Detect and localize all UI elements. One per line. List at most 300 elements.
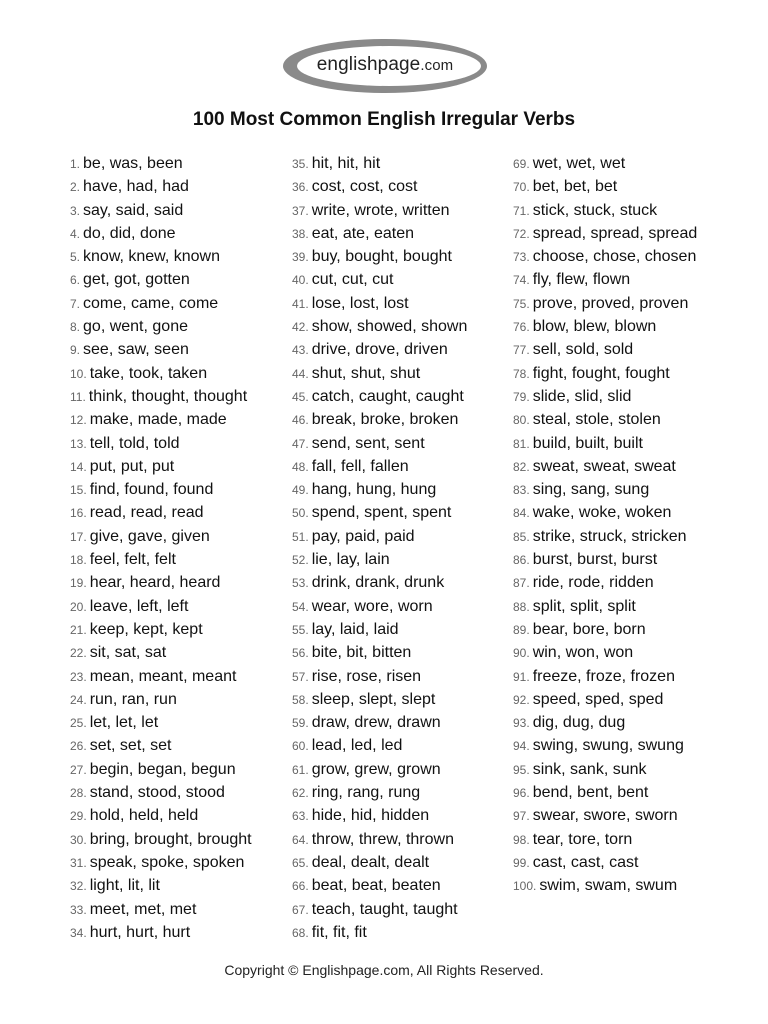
verb-forms: lie, lay, lain (311, 551, 390, 569)
verb-number: 16. (70, 506, 87, 521)
verb-list-item (513, 688, 697, 711)
verb-forms: swing, swung, swung (532, 737, 684, 755)
verb-list-item (513, 804, 697, 827)
logo-brand-text: englishpage (316, 54, 421, 75)
verb-number: 72. (513, 226, 530, 241)
verb-number: 12. (70, 413, 87, 428)
verb-number: 59. (292, 716, 309, 731)
verb-list-item (70, 921, 252, 944)
verb-forms: stand, stood, stood (89, 784, 225, 802)
verb-list-item (513, 268, 697, 291)
verb-list-item (70, 478, 252, 501)
verb-list-item (70, 665, 252, 688)
verb-number: 73. (513, 250, 530, 265)
verb-forms: come, came, come (83, 294, 219, 312)
verb-list-item (513, 758, 697, 781)
verb-forms: put, put, put (89, 457, 175, 475)
verb-forms: dig, dug, dug (532, 714, 626, 732)
verb-forms: sit, sat, sat (89, 644, 167, 662)
verb-forms: blow, blew, blown (532, 318, 657, 336)
verb-forms: be, was, been (83, 155, 183, 172)
verb-number: 17. (70, 529, 87, 544)
verb-list-item (70, 828, 252, 851)
verb-list-item (513, 781, 697, 804)
verb-forms: fall, fell, fallen (311, 457, 409, 475)
verb-forms: deal, dealt, dealt (311, 853, 430, 871)
verb-number: 23. (70, 669, 87, 684)
verb-number: 28. (70, 786, 87, 801)
verb-number: 30. (70, 832, 87, 847)
verb-number: 86. (513, 553, 530, 568)
verb-list-item (70, 525, 252, 548)
verb-number: 75. (513, 296, 530, 311)
verb-number: 62. (292, 786, 309, 801)
verb-list-item (70, 455, 252, 478)
verb-forms: begin, began, begun (89, 760, 236, 778)
verb-forms: get, got, gotten (83, 271, 190, 289)
verb-forms: show, showed, shown (311, 318, 468, 336)
verb-forms: bring, brought, brought (89, 830, 252, 848)
verb-number: 41. (292, 296, 309, 311)
verb-forms: buy, bought, bought (311, 248, 452, 266)
verb-forms: take, took, taken (89, 364, 208, 382)
verb-list-item (292, 338, 467, 361)
verb-number: 2. (70, 180, 81, 195)
verb-forms: say, said, said (83, 201, 184, 219)
verb-number: 78. (513, 366, 530, 381)
verb-list-item (292, 688, 467, 711)
logo-tld-text: .com (420, 57, 454, 74)
verb-number: 66. (292, 879, 309, 894)
verb-list-item (513, 711, 697, 734)
verb-number: 94. (513, 739, 530, 754)
verb-number: 77. (513, 343, 530, 358)
verb-list-item (292, 665, 467, 688)
verb-number: 43. (292, 343, 309, 358)
verb-list-item (70, 548, 252, 571)
verb-number: 44. (292, 366, 309, 381)
verb-number: 50. (292, 506, 309, 521)
verb-number: 95. (513, 762, 530, 777)
verb-list-item (70, 874, 252, 897)
verb-list-item (292, 408, 467, 431)
verb-column-3 (513, 152, 697, 898)
verb-number: 33. (70, 902, 87, 917)
verb-list-item (70, 152, 252, 175)
verb-number: 5. (70, 250, 81, 265)
verb-forms: have, had, had (83, 178, 189, 196)
verb-number: 65. (292, 855, 309, 870)
verb-list-item (513, 455, 697, 478)
verb-number: 93. (513, 716, 530, 731)
verb-list-item (292, 734, 467, 757)
verb-list-item (70, 618, 252, 641)
verb-number: 40. (292, 273, 309, 288)
verb-forms: grow, grew, grown (311, 760, 441, 778)
verb-list-item (292, 501, 467, 524)
verb-forms: swim, swam, swum (539, 877, 678, 895)
verb-number: 32. (70, 879, 87, 894)
verb-forms: catch, caught, caught (311, 387, 464, 405)
verb-forms: cost, cost, cost (311, 178, 418, 196)
verb-list-item (292, 781, 467, 804)
verb-list-item (292, 921, 467, 944)
verb-forms: sweat, sweat, sweat (532, 457, 676, 475)
verb-list-item (70, 595, 252, 618)
verb-number: 97. (513, 809, 530, 824)
verb-forms: ring, rang, rung (311, 784, 421, 802)
verb-list-item (292, 874, 467, 897)
verb-column-1 (70, 152, 252, 944)
verb-forms: cut, cut, cut (311, 271, 394, 289)
verb-list-item (292, 315, 467, 338)
verb-list-item (513, 595, 697, 618)
verb-list-item (292, 758, 467, 781)
verb-list-item (513, 478, 697, 501)
verb-list-item (513, 548, 697, 571)
verb-number: 74. (513, 273, 530, 288)
verb-number: 14. (70, 459, 87, 474)
verb-number: 57. (292, 669, 309, 684)
verb-list-item (292, 268, 467, 291)
verb-list-item (513, 874, 697, 897)
verb-number: 91. (513, 669, 530, 684)
verb-list-item (513, 362, 697, 385)
verb-number: 70. (513, 180, 530, 195)
verb-number: 31. (70, 855, 87, 870)
copyright-notice: Copyright © Englishpage.com, All Rights Reserved. (224, 962, 544, 978)
verb-list-item (513, 641, 697, 664)
verb-forms: stick, stuck, stuck (532, 201, 658, 219)
verb-number: 82. (513, 459, 530, 474)
verb-forms: write, wrote, written (311, 201, 450, 219)
verb-list-item (70, 175, 252, 198)
verb-number: 49. (292, 483, 309, 498)
verb-list-item (292, 455, 467, 478)
verb-list-item (292, 432, 467, 455)
verb-forms: tell, told, told (89, 434, 180, 452)
verb-forms: sink, sank, sunk (532, 760, 647, 778)
verb-list-item (513, 315, 697, 338)
verb-list-item (513, 851, 697, 874)
verb-number: 54. (292, 599, 309, 614)
verb-forms: beat, beat, beaten (311, 877, 441, 895)
verb-forms: think, thought, thought (88, 387, 248, 405)
verb-forms: light, lit, lit (89, 877, 160, 895)
verb-forms: keep, kept, kept (89, 620, 203, 638)
verb-forms: fit, fit, fit (311, 923, 367, 941)
verb-forms: bite, bit, bitten (311, 644, 412, 662)
verb-list-item (513, 525, 697, 548)
verb-list-item (513, 199, 697, 222)
verb-number: 36. (292, 180, 309, 195)
verb-forms: freeze, froze, frozen (532, 667, 675, 685)
verb-list-item (292, 245, 467, 268)
verb-forms: burst, burst, burst (532, 551, 658, 569)
verb-column-2 (292, 152, 467, 944)
verb-forms: hurt, hurt, hurt (89, 923, 191, 941)
verb-forms: hold, held, held (89, 807, 199, 825)
verb-forms: tear, tore, torn (532, 830, 633, 848)
verb-list-item (292, 292, 467, 315)
verb-number: 85. (513, 529, 530, 544)
verb-list-item (292, 595, 467, 618)
verb-forms: teach, taught, taught (311, 900, 458, 918)
verb-number: 88. (513, 599, 530, 614)
verb-number: 98. (513, 832, 530, 847)
verb-list-item (70, 501, 252, 524)
verb-number: 81. (513, 436, 530, 451)
verb-forms: wake, woke, woken (532, 504, 672, 522)
verb-forms: spend, spent, spent (311, 504, 452, 522)
verb-number: 9. (70, 343, 81, 358)
verb-list-item (513, 665, 697, 688)
verb-forms: set, set, set (89, 737, 172, 755)
verb-forms: make, made, made (89, 411, 227, 429)
verb-number: 83. (513, 483, 530, 498)
verb-forms: split, split, split (532, 597, 636, 615)
verb-forms: strike, struck, stricken (532, 527, 687, 545)
verb-number: 1. (70, 157, 81, 171)
verb-number: 48. (292, 459, 309, 474)
verb-list-item (70, 734, 252, 757)
englishpage-logo (282, 38, 488, 94)
verb-number: 58. (292, 692, 309, 707)
verb-number: 89. (513, 622, 530, 637)
verb-number: 71. (513, 203, 530, 218)
verb-number: 46. (292, 413, 309, 428)
verb-number: 90. (513, 646, 530, 661)
verb-list-item (513, 292, 697, 315)
verb-forms: choose, chose, chosen (532, 248, 697, 266)
verb-forms: lose, lost, lost (311, 294, 409, 312)
verb-list-item (513, 828, 697, 851)
verb-forms: spread, spread, spread (532, 224, 698, 242)
verb-forms: break, broke, broken (311, 411, 459, 429)
verb-list-item (70, 338, 252, 361)
verb-list-item (70, 362, 252, 385)
verb-number: 63. (292, 809, 309, 824)
verb-forms: speak, spoke, spoken (89, 853, 245, 871)
verb-number: 29. (70, 809, 87, 824)
verb-forms: know, knew, known (83, 248, 220, 266)
verb-forms: bear, bore, born (532, 620, 646, 638)
verb-forms: draw, drew, drawn (311, 714, 441, 732)
verb-list-item (70, 268, 252, 291)
verb-number: 15. (70, 483, 87, 498)
verb-forms: leave, left, left (89, 597, 189, 615)
verb-forms: rise, rose, risen (311, 667, 422, 685)
verb-forms: swear, swore, sworn (532, 807, 678, 825)
verb-number: 52. (292, 553, 309, 568)
verb-number: 45. (292, 389, 309, 404)
verb-forms: prove, proved, proven (532, 294, 689, 312)
verb-number: 27. (70, 762, 87, 777)
verb-list-item (292, 525, 467, 548)
verb-list-item (513, 338, 697, 361)
verb-number: 51. (292, 529, 309, 544)
verb-list-item (292, 152, 467, 175)
verb-list-item (292, 222, 467, 245)
verb-list-item (513, 734, 697, 757)
verb-number: 19. (70, 576, 87, 591)
verb-list-item (513, 432, 697, 455)
verb-forms: hear, heard, heard (89, 574, 221, 592)
verb-number: 7. (70, 296, 81, 311)
verb-number: 11. (70, 389, 86, 404)
verb-number: 38. (292, 226, 309, 241)
verb-number: 4. (70, 226, 81, 241)
verb-number: 35. (292, 157, 309, 171)
verb-number: 64. (292, 832, 309, 847)
verb-number: 47. (292, 436, 309, 451)
verb-number: 69. (513, 157, 530, 171)
verb-list-item (292, 828, 467, 851)
verb-forms: bet, bet, bet (532, 178, 618, 196)
verb-list-item (513, 385, 697, 408)
verb-forms: steal, stole, stolen (532, 411, 661, 429)
verb-number: 96. (513, 786, 530, 801)
verb-number: 67. (292, 902, 309, 917)
verb-number: 25. (70, 716, 87, 731)
verb-list-item (70, 781, 252, 804)
verb-number: 34. (70, 925, 87, 940)
verb-list-item (70, 711, 252, 734)
verb-forms: speed, sped, sped (532, 690, 664, 708)
verb-list-item (513, 618, 697, 641)
verb-list-item (70, 804, 252, 827)
verb-list-item (292, 804, 467, 827)
verb-number: 61. (292, 762, 309, 777)
verb-forms: throw, threw, thrown (311, 830, 454, 848)
verb-number: 22. (70, 646, 87, 661)
verb-number: 26. (70, 739, 87, 754)
verb-list-item (70, 199, 252, 222)
verb-forms: build, built, built (532, 434, 643, 452)
verb-forms: lay, laid, laid (311, 620, 399, 638)
verb-list-item (70, 688, 252, 711)
verb-number: 100. (513, 879, 537, 894)
verb-forms: see, saw, seen (83, 341, 189, 359)
verb-number: 6. (70, 273, 81, 288)
verb-number: 21. (70, 622, 87, 637)
verb-list-item (70, 898, 252, 921)
verb-list-item (70, 408, 252, 431)
verb-list-item (292, 711, 467, 734)
verb-number: 53. (292, 576, 309, 591)
verb-number: 8. (70, 320, 81, 335)
logo-wordmark (282, 54, 488, 76)
verb-list-item (292, 199, 467, 222)
verb-list-item (70, 432, 252, 455)
verb-number: 76. (513, 320, 530, 335)
verb-forms: wet, wet, wet (532, 155, 626, 172)
verb-number: 42. (292, 320, 309, 335)
verb-list-item (292, 548, 467, 571)
verb-list-item (292, 478, 467, 501)
verb-number: 68. (292, 925, 309, 940)
verb-number: 79. (513, 389, 530, 404)
verb-list-item (513, 571, 697, 594)
verb-forms: wear, wore, worn (311, 597, 433, 615)
verb-forms: go, went, gone (83, 318, 188, 336)
verb-number: 87. (513, 576, 530, 591)
verb-list-item (513, 245, 697, 268)
verb-forms: run, ran, run (89, 690, 177, 708)
verb-forms: lead, led, led (311, 737, 403, 755)
verb-forms: eat, ate, eaten (311, 224, 414, 242)
verb-number: 56. (292, 646, 309, 661)
verb-forms: hit, hit, hit (311, 155, 381, 172)
verb-list-item (292, 898, 467, 921)
verb-list-item (70, 222, 252, 245)
verb-number: 10. (70, 366, 87, 381)
verb-forms: fly, flew, flown (532, 271, 631, 289)
verb-forms: shut, shut, shut (311, 364, 421, 382)
verb-forms: sing, sang, sung (532, 481, 650, 499)
verb-number: 84. (513, 506, 530, 521)
verb-forms: drink, drank, drunk (311, 574, 445, 592)
verb-number: 37. (292, 203, 309, 218)
verb-number: 20. (70, 599, 87, 614)
verb-forms: meet, met, met (89, 900, 197, 918)
verb-forms: find, found, found (89, 481, 214, 499)
verb-list-item (513, 222, 697, 245)
verb-forms: fight, fought, fought (532, 364, 670, 382)
verb-list-item (513, 408, 697, 431)
verb-forms: win, won, won (532, 644, 634, 662)
verb-list-item (292, 362, 467, 385)
verb-list-item (513, 175, 697, 198)
verb-list-item (292, 385, 467, 408)
verb-number: 60. (292, 739, 309, 754)
verb-number: 80. (513, 413, 530, 428)
verb-forms: ride, rode, ridden (532, 574, 654, 592)
verb-forms: send, sent, sent (311, 434, 425, 452)
verb-forms: hang, hung, hung (311, 481, 437, 499)
verb-forms: sleep, slept, slept (311, 690, 436, 708)
verb-forms: feel, felt, felt (89, 551, 176, 569)
verb-number: 13. (70, 436, 87, 451)
verb-forms: pay, paid, paid (311, 527, 415, 545)
verb-list-item (292, 851, 467, 874)
verb-list-item (70, 245, 252, 268)
page-title: 100 Most Common English Irregular Verbs (192, 109, 576, 130)
verb-forms: mean, meant, meant (89, 667, 237, 685)
verb-list-item (70, 851, 252, 874)
verb-forms: read, read, read (89, 504, 204, 522)
verb-list-item (292, 641, 467, 664)
verb-number: 99. (513, 855, 530, 870)
verb-number: 39. (292, 250, 309, 265)
verb-forms: sell, sold, sold (532, 341, 634, 359)
verb-list-item (70, 385, 252, 408)
verb-number: 24. (70, 692, 87, 707)
verb-forms: let, let, let (89, 714, 159, 732)
verb-list-item (70, 571, 252, 594)
verb-list-item (70, 641, 252, 664)
verb-number: 3. (70, 203, 81, 218)
verb-list-item (513, 152, 697, 175)
verb-list-item (70, 758, 252, 781)
verb-forms: cast, cast, cast (532, 853, 639, 871)
verb-forms: slide, slid, slid (532, 387, 632, 405)
verb-forms: hide, hid, hidden (311, 807, 430, 825)
verb-list-item (292, 571, 467, 594)
verb-forms: bend, bent, bent (532, 784, 649, 802)
verb-list-item (513, 501, 697, 524)
verb-list-item (292, 175, 467, 198)
